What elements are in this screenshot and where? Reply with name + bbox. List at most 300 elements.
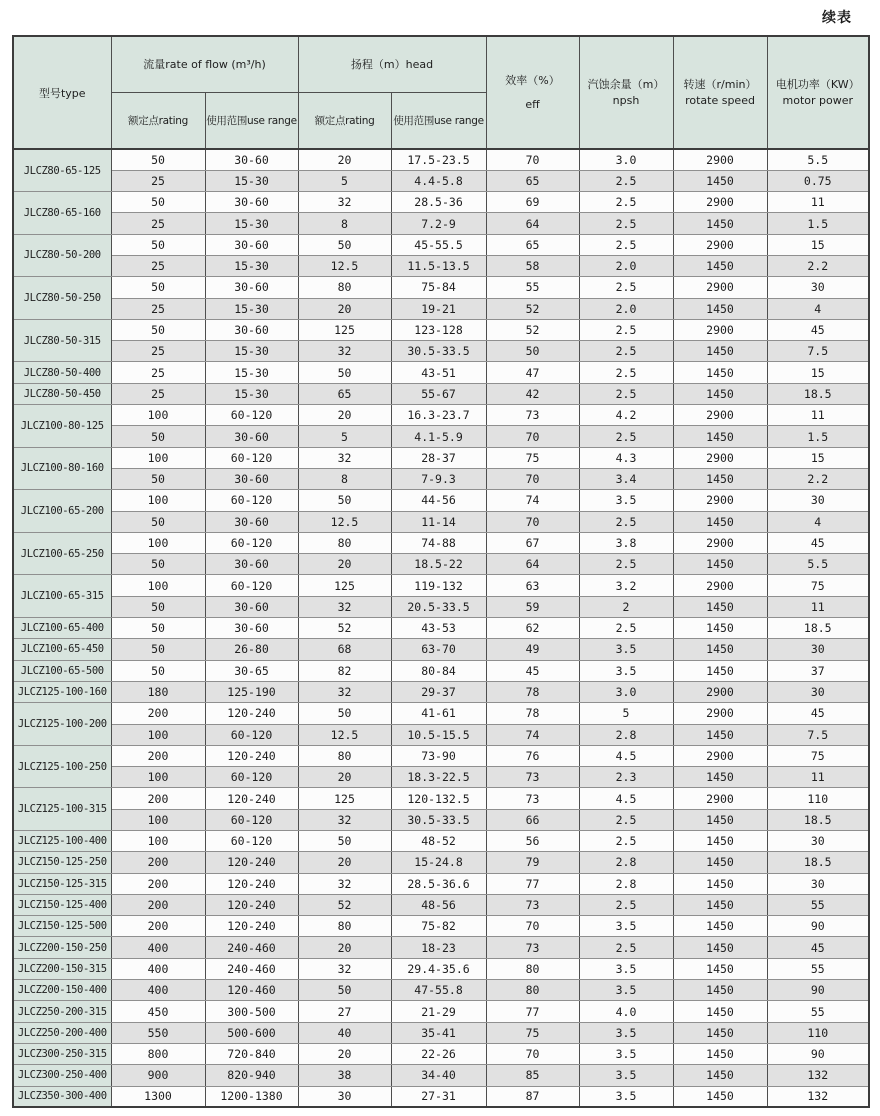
table-row	[13, 192, 869, 213]
cell-head-rating: 80	[298, 916, 391, 937]
cell-flow-use-range: 120-240	[205, 894, 298, 915]
cell-head-rating: 5	[298, 426, 391, 447]
cell-flow-use-range: 15-30	[205, 213, 298, 234]
cell-motor-power: 45	[767, 937, 869, 958]
table-row	[13, 575, 869, 596]
table-row	[13, 724, 869, 745]
cell-flow-rating: 200	[111, 788, 205, 809]
cell-flow-use-range: 30-60	[205, 149, 298, 170]
cell-flow-rating: 25	[111, 213, 205, 234]
cell-flow-use-range: 120-240	[205, 873, 298, 894]
cell-flow-use-range: 720-840	[205, 1043, 298, 1064]
cell-rotate-speed: 1450	[673, 916, 767, 937]
cell-npsh: 2.5	[579, 937, 673, 958]
cell-flow-use-range: 120-240	[205, 916, 298, 937]
cell-head-rating: 12.5	[298, 724, 391, 745]
cell-flow-use-range: 60-120	[205, 831, 298, 852]
cell-npsh: 3.5	[579, 1043, 673, 1064]
cell-motor-power: 15	[767, 234, 869, 255]
cell-eff: 58	[486, 255, 579, 276]
cell-flow-use-range: 125-190	[205, 681, 298, 702]
cell-head-use-range: 18.5-22	[391, 554, 486, 575]
cell-eff: 70	[486, 1043, 579, 1064]
cell-rotate-speed: 1450	[673, 618, 767, 639]
sub-header-flow-use-range: 使用范围use range	[205, 92, 298, 149]
cell-npsh: 3.5	[579, 1065, 673, 1086]
cell-head-use-range: 47-55.8	[391, 980, 486, 1001]
table-row	[13, 554, 869, 575]
cell-rotate-speed: 2900	[673, 703, 767, 724]
cell-flow-use-range: 240-460	[205, 958, 298, 979]
cell-motor-power: 30	[767, 277, 869, 298]
cell-motor-power: 55	[767, 894, 869, 915]
cell-flow-use-range: 60-120	[205, 724, 298, 745]
cell-eff: 64	[486, 554, 579, 575]
cell-motor-power: 5.5	[767, 149, 869, 170]
cell-head-use-range: 75-82	[391, 916, 486, 937]
cell-flow-use-range: 30-60	[205, 426, 298, 447]
cell-npsh: 2.5	[579, 554, 673, 575]
cell-npsh: 2.0	[579, 298, 673, 319]
cell-head-rating: 68	[298, 639, 391, 660]
model-cell: JLCZ80-50-400	[13, 362, 111, 383]
continued-table-label: 续表	[822, 10, 852, 26]
cell-motor-power: 2.2	[767, 255, 869, 276]
cell-flow-use-range: 1200-1380	[205, 1086, 298, 1107]
cell-head-use-range: 44-56	[391, 490, 486, 511]
cell-motor-power: 45	[767, 703, 869, 724]
cell-flow-rating: 450	[111, 1001, 205, 1022]
cell-motor-power: 15	[767, 362, 869, 383]
col-header-eff-en: eff	[525, 97, 540, 111]
cell-rotate-speed: 2900	[673, 532, 767, 553]
cell-eff: 70	[486, 426, 579, 447]
col-header-model: 型号type	[13, 36, 111, 149]
cell-head-rating: 125	[298, 788, 391, 809]
cell-npsh: 4.0	[579, 1001, 673, 1022]
cell-eff: 62	[486, 618, 579, 639]
cell-flow-rating: 400	[111, 937, 205, 958]
cell-flow-rating: 1300	[111, 1086, 205, 1107]
cell-eff: 66	[486, 809, 579, 830]
cell-eff: 63	[486, 575, 579, 596]
cell-eff: 70	[486, 916, 579, 937]
cell-npsh: 2.5	[579, 831, 673, 852]
cell-head-rating: 20	[298, 405, 391, 426]
cell-head-rating: 12.5	[298, 255, 391, 276]
cell-rotate-speed: 1450	[673, 767, 767, 788]
cell-flow-use-range: 60-120	[205, 447, 298, 468]
cell-npsh: 2.5	[579, 213, 673, 234]
cell-head-use-range: 73-90	[391, 745, 486, 766]
cell-head-use-range: 55-67	[391, 383, 486, 404]
pump-spec-table	[12, 35, 870, 1108]
cell-eff: 45	[486, 660, 579, 681]
cell-npsh: 2	[579, 596, 673, 617]
cell-head-use-range: 7-9.3	[391, 468, 486, 489]
cell-head-rating: 65	[298, 383, 391, 404]
cell-flow-rating: 200	[111, 916, 205, 937]
cell-rotate-speed: 1450	[673, 1065, 767, 1086]
cell-head-use-range: 28.5-36.6	[391, 873, 486, 894]
cell-head-use-range: 15-24.8	[391, 852, 486, 873]
cell-npsh: 2.5	[579, 362, 673, 383]
cell-flow-use-range: 15-30	[205, 383, 298, 404]
cell-npsh: 2.5	[579, 426, 673, 447]
model-cell: JLCZ150-125-315	[13, 873, 111, 894]
cell-flow-rating: 25	[111, 170, 205, 191]
table-row	[13, 894, 869, 915]
cell-rotate-speed: 2900	[673, 192, 767, 213]
table-row	[13, 1065, 869, 1086]
cell-npsh: 3.8	[579, 532, 673, 553]
model-cell: JLCZ250-200-400	[13, 1022, 111, 1043]
cell-head-use-range: 4.4-5.8	[391, 170, 486, 191]
cell-head-rating: 80	[298, 745, 391, 766]
cell-head-use-range: 4.1-5.9	[391, 426, 486, 447]
model-cell: JLCZ80-65-160	[13, 192, 111, 235]
cell-npsh: 3.5	[579, 980, 673, 1001]
col-header-power-en: motor power	[782, 93, 854, 107]
model-cell: JLCZ200-150-315	[13, 958, 111, 979]
cell-flow-rating: 100	[111, 490, 205, 511]
cell-head-use-range: 28.5-36	[391, 192, 486, 213]
cell-flow-use-range: 30-60	[205, 468, 298, 489]
table-row	[13, 341, 869, 362]
col-header-npsh-en: npsh	[612, 93, 640, 107]
cell-eff: 76	[486, 745, 579, 766]
cell-motor-power: 110	[767, 1022, 869, 1043]
model-cell: JLCZ125-100-400	[13, 831, 111, 852]
cell-eff: 64	[486, 213, 579, 234]
cell-head-use-range: 34-40	[391, 1065, 486, 1086]
cell-eff: 70	[486, 511, 579, 532]
model-cell: JLCZ100-80-160	[13, 447, 111, 490]
cell-head-rating: 82	[298, 660, 391, 681]
cell-flow-use-range: 240-460	[205, 937, 298, 958]
cell-eff: 73	[486, 937, 579, 958]
cell-head-rating: 32	[298, 873, 391, 894]
table-row	[13, 596, 869, 617]
model-cell: JLCZ100-65-450	[13, 639, 111, 660]
cell-flow-use-range: 60-120	[205, 809, 298, 830]
table-row	[13, 1043, 869, 1064]
cell-head-rating: 32	[298, 809, 391, 830]
cell-npsh: 3.4	[579, 468, 673, 489]
cell-rotate-speed: 1450	[673, 958, 767, 979]
cell-head-rating: 52	[298, 618, 391, 639]
cell-head-use-range: 29-37	[391, 681, 486, 702]
cell-eff: 74	[486, 724, 579, 745]
cell-motor-power: 55	[767, 1001, 869, 1022]
cell-head-use-range: 7.2-9	[391, 213, 486, 234]
table-row	[13, 788, 869, 809]
col-header-npsh-cn: 汽蚀余量（m）	[587, 77, 665, 91]
cell-motor-power: 45	[767, 319, 869, 340]
model-cell: JLCZ100-65-200	[13, 490, 111, 533]
cell-rotate-speed: 1450	[673, 255, 767, 276]
table-row	[13, 362, 869, 383]
cell-flow-rating: 50	[111, 192, 205, 213]
sub-header-flow-rating: 额定点rating	[111, 92, 205, 149]
cell-flow-use-range: 30-60	[205, 596, 298, 617]
cell-rotate-speed: 1450	[673, 213, 767, 234]
cell-rotate-speed: 1450	[673, 660, 767, 681]
cell-head-use-range: 10.5-15.5	[391, 724, 486, 745]
cell-flow-rating: 50	[111, 468, 205, 489]
cell-flow-use-range: 30-60	[205, 192, 298, 213]
cell-npsh: 3.5	[579, 490, 673, 511]
table-row	[13, 383, 869, 404]
cell-head-use-range: 35-41	[391, 1022, 486, 1043]
cell-head-use-range: 75-84	[391, 277, 486, 298]
cell-eff: 55	[486, 277, 579, 298]
cell-flow-rating: 900	[111, 1065, 205, 1086]
cell-flow-use-range: 120-460	[205, 980, 298, 1001]
cell-flow-rating: 200	[111, 894, 205, 915]
model-cell: JLCZ100-65-315	[13, 575, 111, 618]
cell-eff: 52	[486, 319, 579, 340]
cell-flow-rating: 100	[111, 724, 205, 745]
model-cell: JLCZ80-50-450	[13, 383, 111, 404]
cell-head-rating: 8	[298, 468, 391, 489]
model-cell: JLCZ125-100-250	[13, 745, 111, 788]
cell-flow-use-range: 60-120	[205, 767, 298, 788]
cell-rotate-speed: 2900	[673, 405, 767, 426]
cell-flow-use-range: 26-80	[205, 639, 298, 660]
cell-npsh: 5	[579, 703, 673, 724]
model-cell: JLCZ100-80-125	[13, 405, 111, 448]
cell-flow-rating: 200	[111, 873, 205, 894]
cell-head-use-range: 28-37	[391, 447, 486, 468]
cell-flow-use-range: 60-120	[205, 405, 298, 426]
cell-motor-power: 15	[767, 447, 869, 468]
cell-eff: 69	[486, 192, 579, 213]
cell-flow-use-range: 30-60	[205, 277, 298, 298]
cell-rotate-speed: 1450	[673, 511, 767, 532]
table-row	[13, 1086, 869, 1107]
cell-eff: 78	[486, 703, 579, 724]
col-header-power-cn: 电机功率（KW）	[775, 77, 860, 91]
cell-head-use-range: 43-51	[391, 362, 486, 383]
cell-head-rating: 27	[298, 1001, 391, 1022]
cell-eff: 73	[486, 788, 579, 809]
cell-flow-rating: 550	[111, 1022, 205, 1043]
table-row	[13, 958, 869, 979]
cell-motor-power: 37	[767, 660, 869, 681]
cell-flow-use-range: 60-120	[205, 575, 298, 596]
cell-flow-rating: 180	[111, 681, 205, 702]
model-cell: JLCZ100-65-400	[13, 618, 111, 639]
cell-eff: 56	[486, 831, 579, 852]
cell-rotate-speed: 1450	[673, 724, 767, 745]
cell-npsh: 3.5	[579, 660, 673, 681]
cell-motor-power: 11	[767, 596, 869, 617]
cell-head-use-range: 41-61	[391, 703, 486, 724]
cell-eff: 79	[486, 852, 579, 873]
cell-flow-rating: 25	[111, 255, 205, 276]
table-row	[13, 149, 869, 170]
cell-flow-rating: 200	[111, 703, 205, 724]
table-row	[13, 767, 869, 788]
cell-npsh: 2.0	[579, 255, 673, 276]
cell-flow-rating: 400	[111, 980, 205, 1001]
col-header-speed	[673, 36, 767, 149]
model-cell: JLCZ150-125-400	[13, 894, 111, 915]
table-row	[13, 831, 869, 852]
cell-eff: 73	[486, 767, 579, 788]
cell-eff: 49	[486, 639, 579, 660]
cell-flow-use-range: 15-30	[205, 170, 298, 191]
cell-motor-power: 55	[767, 958, 869, 979]
model-cell: JLCZ200-150-250	[13, 937, 111, 958]
cell-motor-power: 7.5	[767, 724, 869, 745]
cell-rotate-speed: 1450	[673, 831, 767, 852]
cell-eff: 77	[486, 1001, 579, 1022]
cell-flow-rating: 50	[111, 511, 205, 532]
model-cell: JLCZ80-50-200	[13, 234, 111, 277]
cell-flow-rating: 100	[111, 809, 205, 830]
cell-npsh: 2.5	[579, 277, 673, 298]
cell-rotate-speed: 1450	[673, 298, 767, 319]
table-row	[13, 490, 869, 511]
cell-head-rating: 50	[298, 703, 391, 724]
model-cell: JLCZ80-50-250	[13, 277, 111, 320]
cell-flow-rating: 50	[111, 639, 205, 660]
model-cell: JLCZ300-250-315	[13, 1043, 111, 1064]
cell-head-use-range: 43-53	[391, 618, 486, 639]
cell-rotate-speed: 2900	[673, 575, 767, 596]
table-row	[13, 447, 869, 468]
cell-motor-power: 30	[767, 681, 869, 702]
table-row	[13, 255, 869, 276]
cell-flow-use-range: 30-60	[205, 319, 298, 340]
col-header-flow: 流量rate of flow (m³/h)	[111, 36, 298, 92]
cell-eff: 73	[486, 405, 579, 426]
cell-motor-power: 1.5	[767, 213, 869, 234]
cell-flow-rating: 100	[111, 532, 205, 553]
col-header-npsh	[579, 36, 673, 149]
cell-flow-rating: 50	[111, 618, 205, 639]
cell-rotate-speed: 2900	[673, 234, 767, 255]
cell-npsh: 3.5	[579, 1022, 673, 1043]
cell-head-rating: 12.5	[298, 511, 391, 532]
cell-head-use-range: 30.5-33.5	[391, 809, 486, 830]
cell-flow-rating: 800	[111, 1043, 205, 1064]
cell-npsh: 2.3	[579, 767, 673, 788]
cell-head-rating: 20	[298, 767, 391, 788]
cell-motor-power: 1.5	[767, 426, 869, 447]
table-row	[13, 809, 869, 830]
cell-npsh: 3.5	[579, 639, 673, 660]
cell-rotate-speed: 1450	[673, 1022, 767, 1043]
cell-flow-use-range: 120-240	[205, 852, 298, 873]
cell-flow-use-range: 30-60	[205, 511, 298, 532]
table-row	[13, 426, 869, 447]
model-cell: JLCZ80-65-125	[13, 149, 111, 192]
cell-motor-power: 30	[767, 639, 869, 660]
cell-eff: 47	[486, 362, 579, 383]
cell-flow-use-range: 30-60	[205, 618, 298, 639]
cell-head-use-range: 18.3-22.5	[391, 767, 486, 788]
cell-head-rating: 32	[298, 958, 391, 979]
cell-head-use-range: 21-29	[391, 1001, 486, 1022]
cell-head-rating: 125	[298, 575, 391, 596]
cell-npsh: 2.5	[579, 894, 673, 915]
cell-head-rating: 32	[298, 192, 391, 213]
cell-head-rating: 50	[298, 362, 391, 383]
cell-flow-rating: 50	[111, 554, 205, 575]
model-cell: JLCZ100-65-500	[13, 660, 111, 681]
table-row	[13, 639, 869, 660]
table-row	[13, 703, 869, 724]
cell-head-rating: 80	[298, 532, 391, 553]
col-header-speed-en: rotate speed	[685, 93, 755, 107]
cell-rotate-speed: 1450	[673, 554, 767, 575]
table-row	[13, 468, 869, 489]
cell-flow-rating: 50	[111, 234, 205, 255]
cell-npsh: 3.5	[579, 1086, 673, 1107]
cell-flow-rating: 50	[111, 319, 205, 340]
cell-eff: 73	[486, 894, 579, 915]
cell-flow-rating: 100	[111, 831, 205, 852]
cell-rotate-speed: 1450	[673, 341, 767, 362]
cell-head-use-range: 80-84	[391, 660, 486, 681]
cell-head-rating: 20	[298, 1043, 391, 1064]
cell-flow-rating: 25	[111, 362, 205, 383]
cell-npsh: 3.0	[579, 681, 673, 702]
table-row	[13, 532, 869, 553]
table-row	[13, 234, 869, 255]
cell-flow-rating: 100	[111, 575, 205, 596]
cell-motor-power: 90	[767, 1043, 869, 1064]
cell-eff: 77	[486, 873, 579, 894]
cell-head-use-range: 123-128	[391, 319, 486, 340]
col-header-eff	[486, 36, 579, 149]
cell-head-rating: 8	[298, 213, 391, 234]
cell-head-use-range: 17.5-23.5	[391, 149, 486, 170]
table-row	[13, 937, 869, 958]
cell-eff: 85	[486, 1065, 579, 1086]
model-cell: JLCZ350-300-400	[13, 1086, 111, 1107]
cell-head-use-range: 63-70	[391, 639, 486, 660]
cell-rotate-speed: 1450	[673, 1043, 767, 1064]
table-row	[13, 170, 869, 191]
cell-motor-power: 18.5	[767, 852, 869, 873]
cell-flow-use-range: 120-240	[205, 745, 298, 766]
cell-flow-use-range: 15-30	[205, 341, 298, 362]
table-row	[13, 852, 869, 873]
table-body	[13, 149, 869, 1107]
table-row	[13, 277, 869, 298]
table-row	[13, 681, 869, 702]
cell-head-use-range: 45-55.5	[391, 234, 486, 255]
cell-head-rating: 32	[298, 341, 391, 362]
cell-head-rating: 5	[298, 170, 391, 191]
cell-head-rating: 50	[298, 490, 391, 511]
cell-head-rating: 20	[298, 149, 391, 170]
model-cell: JLCZ300-250-400	[13, 1065, 111, 1086]
cell-head-use-range: 30.5-33.5	[391, 341, 486, 362]
cell-flow-rating: 50	[111, 426, 205, 447]
cell-flow-use-range: 15-30	[205, 298, 298, 319]
cell-motor-power: 45	[767, 532, 869, 553]
cell-motor-power: 4	[767, 298, 869, 319]
cell-motor-power: 7.5	[767, 341, 869, 362]
col-header-power	[767, 36, 869, 149]
cell-motor-power: 18.5	[767, 809, 869, 830]
cell-motor-power: 4	[767, 511, 869, 532]
